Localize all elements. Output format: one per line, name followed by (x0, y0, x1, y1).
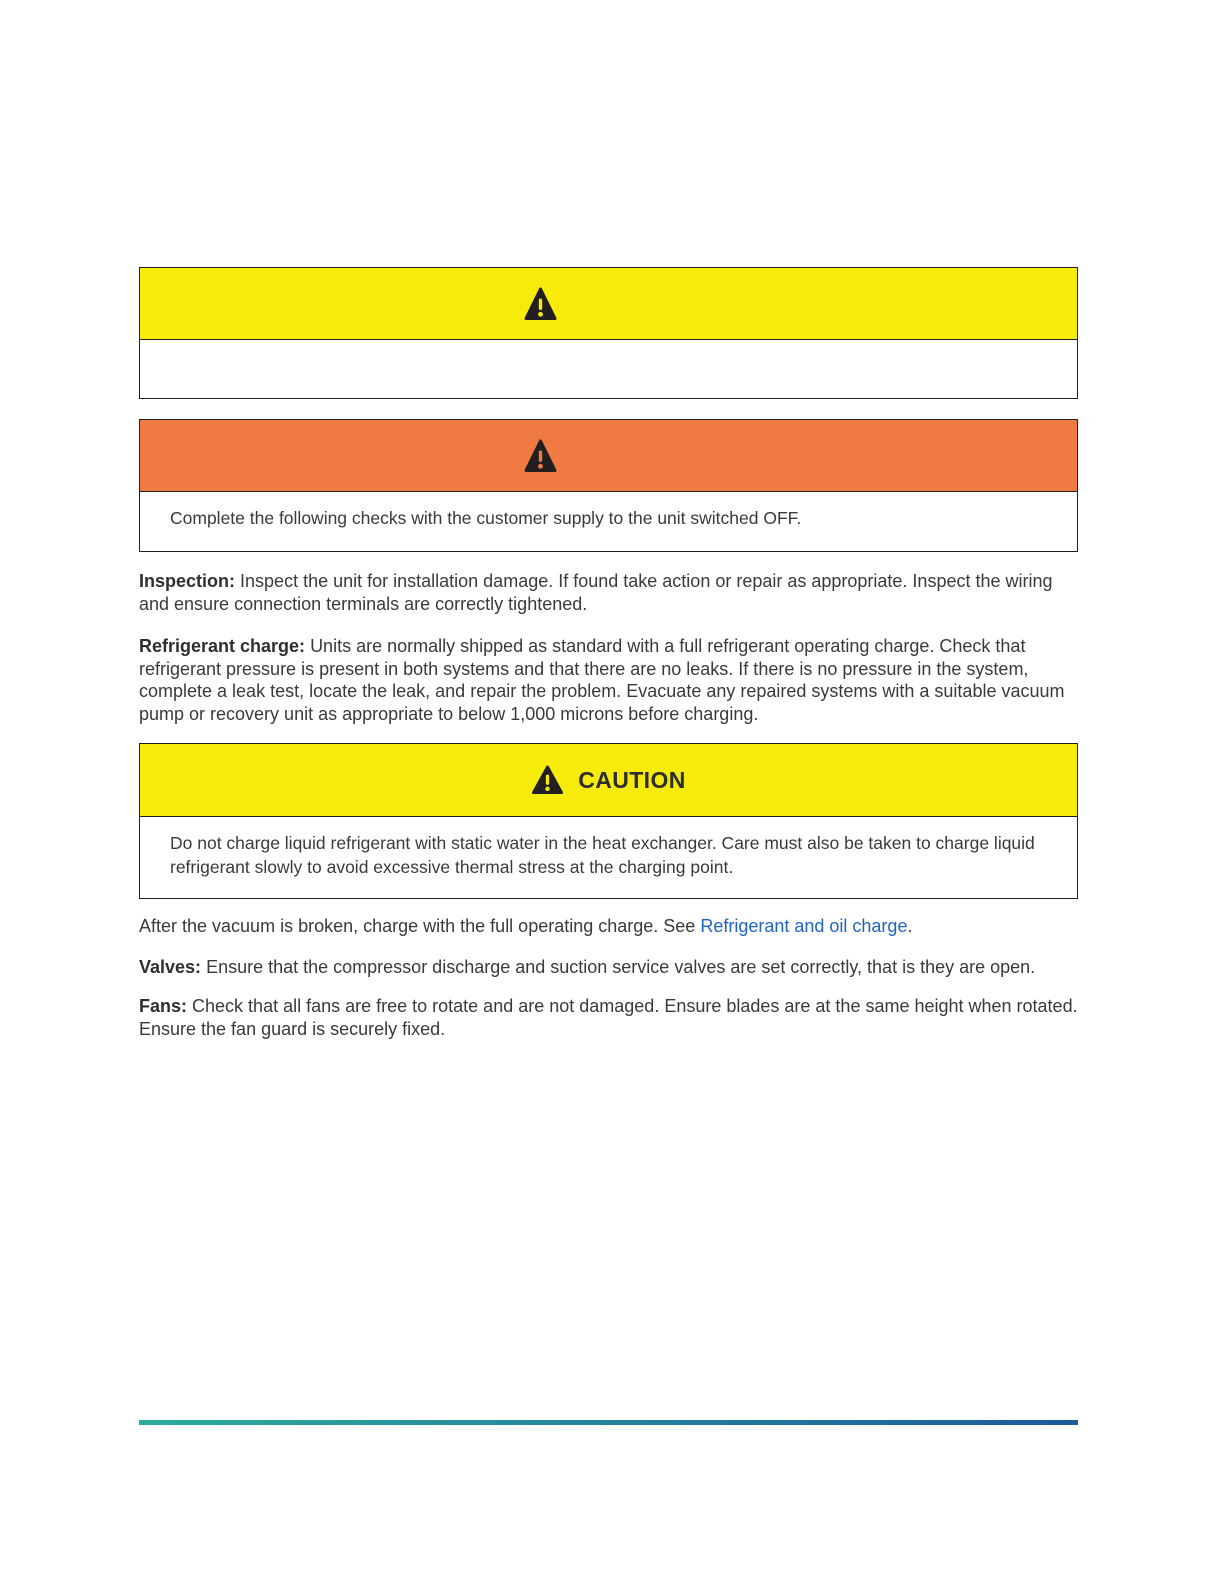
paragraph-inspection-text: Inspect the unit for installation damage. If found take action or repair as appropriate. Inspect the wiring and ensure connection terminals are correctly tightened. (139, 571, 1053, 614)
paragraph-refrigerant-text: Units are normally shipped as standard with a full refrigerant operating charge. Check that refrigerant pressure is present in both systems and that there are no leaks. If there is no pressure in the system, complete a leak test, locate the leak, and repair the problem. Evacuate any repaired systems with a suitable vacuum pump or recovery unit as appropriate to below 1,000 microns before charging. (139, 636, 1065, 724)
warning-triangle-icon (523, 286, 558, 322)
footer-rule (139, 1420, 1078, 1425)
paragraph-valves (139, 956, 1078, 979)
paragraph-fans (139, 995, 1078, 1040)
paragraph-vacuum-text: After the vacuum is broken, charge with the full operating charge. See (139, 916, 701, 936)
caution-banner-text: Do not charge liquid refrigerant with static water in the heat exchanger. Care must also be taken to charge liquid refrigerant slowly to avoid excessive thermal stress at the charging point. (170, 833, 1035, 877)
paragraph-fans-text: Check that all fans are free to rotate and are not damaged. Ensure blades are at the same height when rotated. Ensure the fan guard is securely fixed. (139, 996, 1078, 1039)
refrigerant-oil-charge-link[interactable]: Refrigerant and oil charge (700, 916, 908, 936)
warning-banner-orange-body (140, 492, 1077, 551)
caution-banner-header (140, 744, 1077, 817)
caution-banner (139, 743, 1078, 899)
paragraph-valves-lead: Valves: (139, 956, 202, 977)
warning-banner-orange-text: Complete the following checks with the customer supply to the unit switched OFF. (170, 508, 802, 528)
warning-triangle-icon (523, 438, 558, 474)
caution-banner-body (140, 817, 1077, 898)
paragraph-inspection (139, 570, 1078, 615)
warning-banner-orange (139, 419, 1078, 552)
paragraph-refrigerant-lead: Refrigerant charge: (139, 636, 306, 656)
warning-banner-top-header (140, 268, 1077, 340)
paragraph-refrigerant (139, 635, 1078, 725)
warning-banner-orange-header (140, 420, 1077, 492)
paragraph-vacuum-period: . (907, 916, 913, 936)
warning-banner-top (139, 267, 1078, 399)
warning-triangle-icon (531, 764, 564, 796)
paragraph-valves-text: Ensure that the compressor discharge and suction service valves are set correctly, that is they are open. (206, 956, 1036, 977)
paragraph-vacuum (139, 915, 1078, 938)
paragraph-fans-lead: Fans: (139, 996, 188, 1016)
paragraph-inspection-lead: Inspection: (139, 571, 236, 591)
caution-title: CAUTION (578, 766, 686, 793)
warning-banner-top-body (140, 340, 1077, 398)
page-content (139, 267, 1078, 1425)
